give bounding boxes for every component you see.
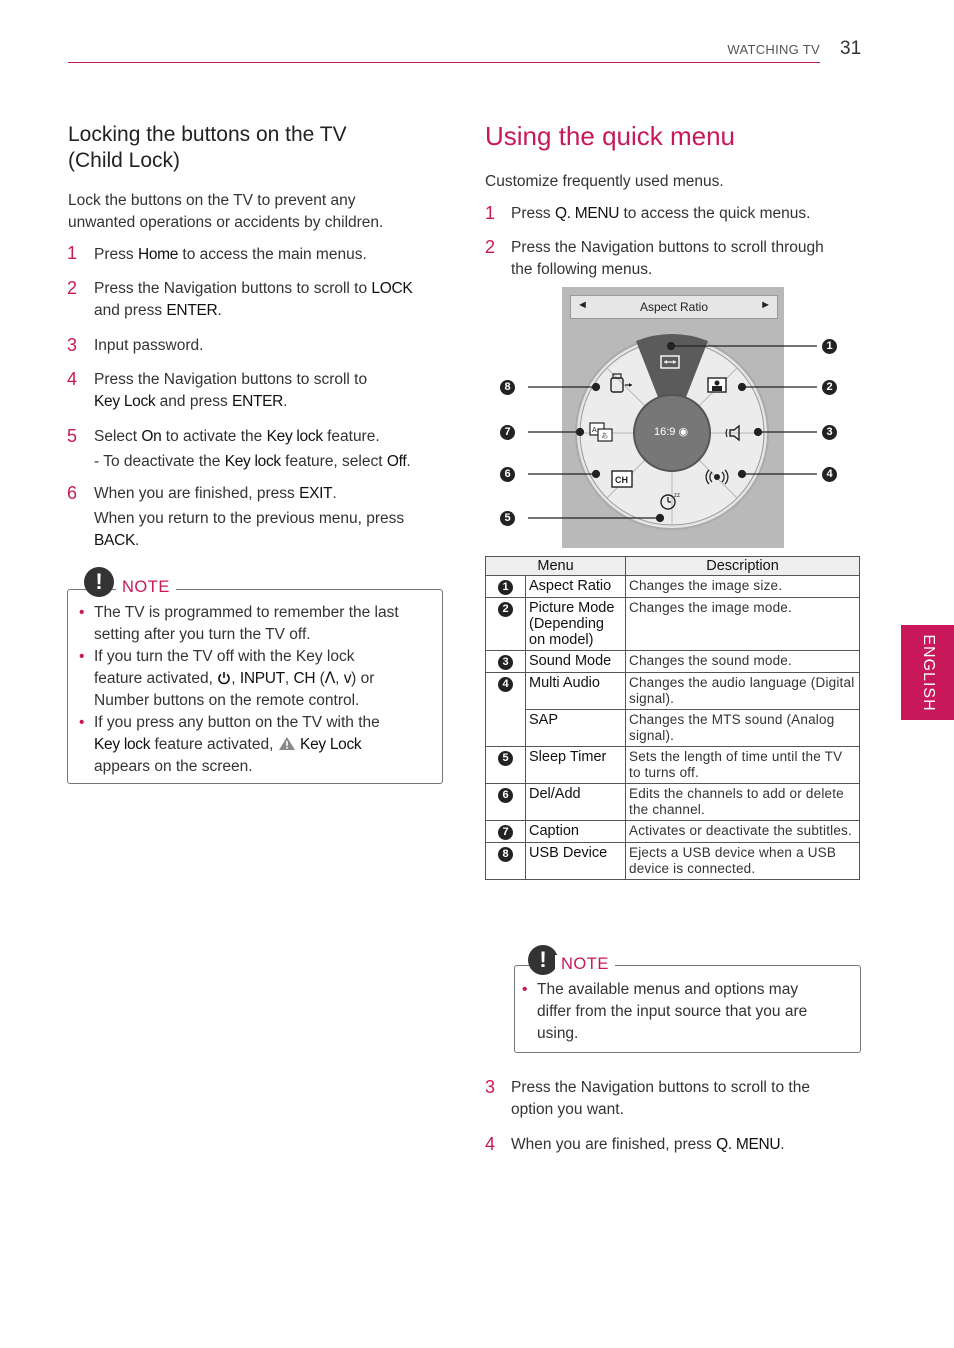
key-qmenu: Q. MENU [554,205,620,222]
text: The available menus and options may [537,981,799,998]
text: Number buttons on the remote control. [94,692,360,709]
row-number [486,673,526,747]
text: , [335,670,344,687]
key-enter: ENTER [166,302,218,319]
child-lock-title-line2: (Child Lock) [68,149,181,172]
warning-icon [278,736,296,751]
key-keylock: Key lock [224,453,281,470]
text: to access the quick menus. [619,205,811,222]
text: and press [155,393,233,410]
row-number [486,576,526,598]
language-tab-label: ENGLISH [919,633,937,712]
table-row [486,651,860,673]
row-menu: SAP [526,710,626,747]
child-lock-intro [68,190,383,234]
svg-text:A: A [592,427,597,434]
left-step-4 [94,369,367,413]
row-number [486,747,526,784]
text: Press the Navigation buttons to scroll to [94,280,372,297]
row-description: Edits the channels to add or delete the channel. [626,784,860,821]
left-step-1 [94,244,367,266]
row-number-badge: 1 [498,580,513,595]
row-description: Changes the audio language (Digital signal). [626,673,860,710]
quick-menu-intro: Customize frequently used menus. [485,173,724,190]
svg-text:CH: CH [615,475,628,485]
intro-line2: unwanted operations or accidents by children. [68,214,384,231]
svg-text:あ: あ [601,433,608,440]
right-arrow-icon: ► [760,299,771,311]
text: setting after you turn the TV off. [94,626,311,643]
row-description: Changes the MTS sound (Analog signal). [626,710,860,747]
callout-3: 3 [822,425,837,440]
text: Press [511,205,555,222]
left-note-list [94,602,444,778]
row-description: Changes the image mode. [626,598,860,651]
text: appears on the screen. [94,758,253,775]
callout-8: 8 [500,380,515,395]
callout-2: 2 [822,380,837,395]
text: - To deactivate the [94,453,225,470]
callout-7: 7 [500,425,515,440]
text: using. [537,1025,579,1042]
row-number-badge: 3 [498,655,513,670]
step-number: 1 [67,243,78,263]
exclamation-icon: ! [528,945,558,975]
exclamation-icon: ! [84,567,114,597]
row-description: Changes the sound mode. [626,651,860,673]
step-number: 4 [67,369,78,389]
svg-text:zz: zz [674,493,680,499]
right-note-label: NOTE [555,955,615,974]
right-step-4 [511,1134,785,1156]
table-row [486,747,860,784]
row-menu: USB Device [526,843,626,880]
left-note-label: NOTE [116,578,176,597]
key-on: On [141,428,162,445]
row-menu: Sound Mode [526,651,626,673]
header-rule [68,62,820,63]
left-step-6 [94,483,404,552]
text: feature activated, [150,736,278,753]
text: option you want. [511,1101,624,1118]
row-number-badge: 4 [498,677,513,692]
aspect-ratio-bar-label: Aspect Ratio [639,300,709,314]
key-off: Off [386,453,407,470]
quick-menu-table [485,556,860,880]
header-menu: Menu [486,557,626,576]
table-row [486,598,860,651]
row-number [486,784,526,821]
step-number: 3 [67,335,78,355]
table-row [486,710,860,747]
row-number-badge: 5 [498,751,513,766]
row-number [486,651,526,673]
key-keylock: Key lock [94,736,151,753]
text: the following menus. [511,261,653,278]
row-description: Activates or deactivate the subtitles. [626,821,860,843]
row-number-badge: 6 [498,788,513,803]
right-step-3 [511,1077,810,1121]
row-number-badge: 8 [498,847,513,862]
text: ( [315,670,325,687]
text: When you return to the previous menu, press [94,510,405,527]
power-icon [217,671,231,685]
callout-4: 4 [822,467,837,482]
step-number: 2 [485,237,496,257]
row-menu: Sleep Timer [526,747,626,784]
text: Select [94,428,142,445]
row-description: Sets the length of time until the TV to turns off. [626,747,860,784]
key-keylock: Key Lock [94,393,156,410]
text: The TV is programmed to remember the last [94,604,399,621]
key-lock: LOCK [371,280,413,297]
callout-5: 5 [500,511,515,526]
key-back: BACK [94,532,136,549]
table-row [486,784,860,821]
row-number-badge: 2 [498,602,513,617]
child-lock-title-line1: Locking the buttons on the TV [68,123,347,146]
page-number: 31 [840,38,862,59]
text: to activate the [161,428,267,445]
note-bullet [537,979,857,1045]
table-row [486,843,860,880]
text: Input password. [94,337,204,354]
table-row [486,821,860,843]
text: ) or [351,670,375,687]
row-menu: Caption [526,821,626,843]
text: . [332,485,337,502]
row-menu: Picture Mode (Depending on model) [526,598,626,651]
row-number [486,821,526,843]
header-description: Description [626,557,860,576]
key-input: INPUT [239,670,285,687]
text: . [283,393,288,410]
key-enter: ENTER [232,393,284,410]
key-ch: CH [293,670,316,687]
intro-line1: Lock the buttons on the TV to prevent any [68,192,356,209]
left-step-2 [94,278,412,322]
row-number [486,598,526,651]
text: . [135,532,140,549]
row-number-badge: 7 [498,825,513,840]
row-description: Changes the image size. [626,576,860,598]
up-arrow: ᐱ [324,670,336,687]
left-step-3 [94,335,203,357]
row-menu: Aspect Ratio [526,576,626,598]
text: Press the Navigation buttons to scroll to the [511,1079,810,1096]
aspect-value-text: 16:9 [654,426,676,438]
table-row [486,673,860,710]
step-number: 1 [485,203,496,223]
text: feature, select [280,453,387,470]
callout-lines [490,330,830,530]
note-bullet [94,712,444,778]
left-step-5 [94,426,411,473]
step-number: 4 [485,1134,496,1154]
row-menu: Del/Add [526,784,626,821]
text: feature activated, [94,670,218,687]
text: . [406,453,411,470]
row-number [486,843,526,880]
child-lock-title [68,122,347,174]
text: If you turn the TV off with the Key lock [94,648,355,665]
step-number: 6 [67,483,78,503]
language-tab [901,625,954,720]
callout-6: 6 [500,467,515,482]
row-menu: Multi Audio [526,673,626,710]
key-home: Home [137,246,179,263]
text: If you press any button on the TV with the [94,714,380,731]
right-step-1 [511,203,810,225]
text: Press the Navigation buttons to scroll through [511,239,824,256]
callout-1: 1 [822,339,837,354]
text: and press [94,302,167,319]
text: When you are finished, press [94,485,300,502]
row-description: Ejects a USB device when a USB device is connected. [626,843,860,880]
right-step-2 [511,237,824,281]
text: . [217,302,222,319]
text: Press the Navigation buttons to scroll to [94,371,368,388]
text: Press [94,246,138,263]
table-row [486,576,860,598]
key-exit: EXIT [299,485,333,502]
section-title: WATCHING TV [727,42,820,57]
table-header [486,557,860,576]
step-number: 2 [67,278,78,298]
text: When you are finished, press [511,1136,717,1153]
key-keylock-label: Key Lock [300,736,362,753]
step-number: 5 [67,426,78,446]
note-bullet [94,602,444,646]
down-arrow: v [343,670,352,687]
key-qmenu: Q. MENU [716,1136,781,1153]
text: . [780,1136,785,1153]
left-arrow-icon: ◄ [577,299,588,311]
key-keylock: Key lock [266,428,323,445]
target-icon: ◉ [678,426,689,438]
text: to access the main menus. [178,246,367,263]
step-number: 3 [485,1077,496,1097]
text: differ from the input source that you are [537,1003,808,1020]
right-note-list [537,979,857,1045]
note-bullet: • If you turn the TV off with the Key lock feature activated, , INPUT, CH (ᐱ, v) or Number buttons on the remote control. [94,646,444,712]
quick-menu-title: Using the quick menu [485,121,736,151]
text: feature. [322,428,380,445]
